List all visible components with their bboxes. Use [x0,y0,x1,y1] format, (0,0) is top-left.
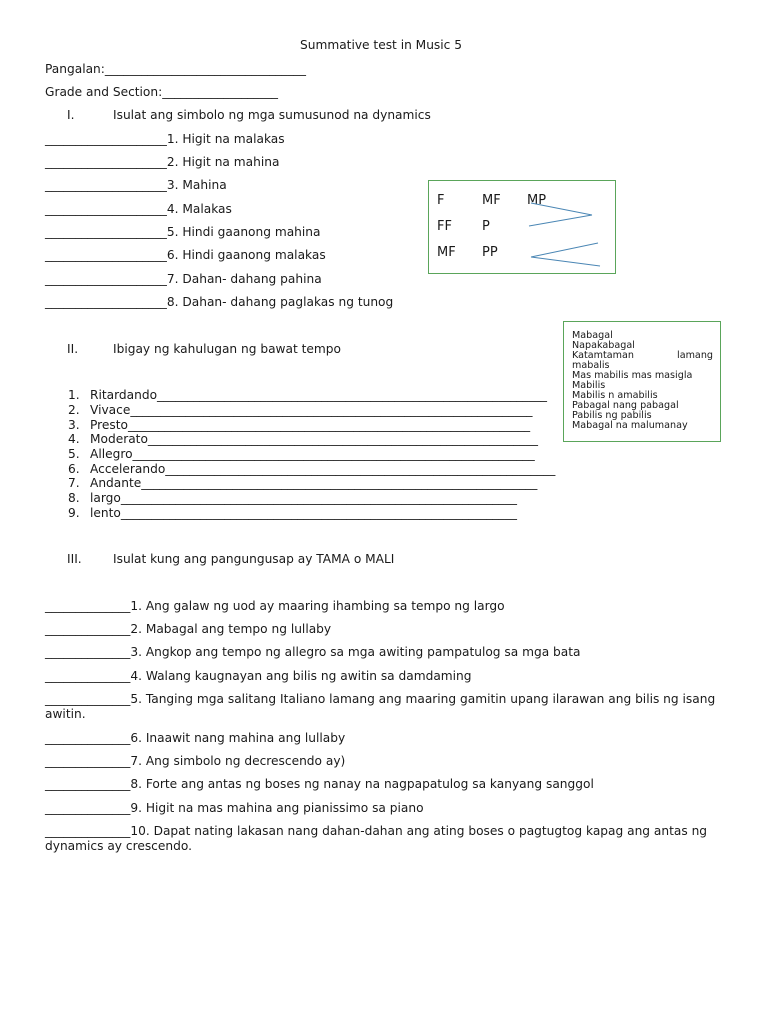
tama-mali-item: ______________7. Ang simbolo ng decrescendo ay) [45,754,346,768]
name-field-label: Pangalan:_________________________________ [45,62,306,76]
part1-item: ____________________1. Higit na malakas [45,132,285,146]
part3-numeral: III. [67,552,82,566]
part1-item: ____________________8. Dahan- dahang paglakas ng tunog [45,295,394,309]
tempo-choice: mabalis [572,360,610,371]
part1-item: ____________________5. Hindi gaanong mahina [45,225,321,239]
tempo-choice: Pabilis ng pabilis [572,410,652,421]
document-title: Summative test in Music 5 [300,38,462,52]
tama-mali-item: ______________2. Mabagal ang tempo ng lullaby [45,622,332,636]
tempo-item: Andante_________________________________________________________________ [90,476,538,490]
crescendo-icon [531,243,600,266]
tempo-item: Allegro__________________________________________________________________ [90,447,535,461]
tama-mali-item: ______________3. Angkop ang tempo ng allegro sa mga awiting pampatulog sa mga bata [45,645,581,659]
part1-item: ____________________2. Higit na mahina [45,155,280,169]
decrescendo-icon [529,203,592,226]
part1-item: ____________________7. Dahan- dahang pahina [45,272,322,286]
tama-mali-item: ______________9. Higit na mas mahina ang pianissimo sa piano [45,801,424,815]
tama-mali-item: ______________1. Ang galaw ng uod ay maaring ihambing sa tempo ng largo [45,599,505,613]
tama-mali-item: ______________4. Walang kaugnayan ang bilis ng awitin sa damdaming [45,669,472,683]
tempo-choice: Mabilis [572,380,606,391]
part2-numeral: II. [67,342,79,356]
tempo-item: Presto__________________________________________________________________ [90,418,531,432]
part1-instruction: Isulat ang simbolo ng mga sumusunod na dynamics [113,108,431,122]
tempo-item-number: 8. [68,491,80,505]
tama-mali-item: ______________10. Dapat nating lakasan nang dahan-dahan ang ating boses o pagtugtog kapag ang antas ng dynamics ay crescendo. [45,824,708,853]
symbol-mf-2: MF [437,245,456,260]
tempo-item: largo_________________________________________________________________ [90,491,517,505]
tempo-item-number: 9. [68,506,80,520]
tempo-item-number: 3. [68,418,80,432]
part1-numeral: I. [67,108,75,122]
tempo-item: Ritardando________________________________________________________________ [90,388,548,402]
grade-section-field-label: Grade and Section:___________________ [45,85,279,99]
tama-mali-item: ______________5. Tanging mga salitang Italiano lamang ang maaring gamitin upang ilarawan ang bilis ng isang awitin. [45,692,716,721]
symbol-f: F [437,193,445,208]
tempo-item-number: 6. [68,462,80,476]
tempo-item: Moderato________________________________________________________________ [90,432,538,446]
symbol-ff: FF [437,219,452,234]
tempo-item-number: 5. [68,447,80,461]
tempo-choice: Mabagal na malumanay [572,420,688,431]
tama-mali-item: ______________6. Inaawit nang mahina ang lullaby [45,731,346,745]
tempo-item-number: 7. [68,476,80,490]
tempo-item: lento_________________________________________________________________ [90,506,517,520]
symbol-pp: PP [482,245,498,260]
tempo-choice: Mas mabilis mas masigla [572,370,693,381]
part1-item: ____________________6. Hindi gaanong malakas [45,248,326,262]
tempo-item: Vivace__________________________________________________________________ [90,403,533,417]
tempo-choice: Napakabagal [572,340,635,351]
tempo-choice-part: Katamtaman [572,350,634,361]
tempo-item-number: 4. [68,432,80,446]
symbol-mf: MF [482,193,501,208]
tempo-choice: Mabilis n amabilis [572,390,658,401]
tempo-choice: Mabagal [572,330,613,341]
symbol-p: P [482,219,490,234]
part3-instruction: Isulat kung ang pangungusap ay TAMA o MALI [113,552,395,566]
tempo-choice-part: lamang [677,350,713,361]
symbol-mp: MP [527,193,547,208]
tempo-choice: Pabagal nang pabagal [572,400,679,411]
tama-mali-item: ______________8. Forte ang antas ng boses ng nanay na nagpapatulog sa kanyang sanggol [45,777,594,791]
part1-item: ____________________4. Malakas [45,202,232,216]
part2-instruction: Ibigay ng kahulugan ng bawat tempo [113,342,341,356]
tempo-item-number: 1. [68,388,80,402]
part1-item: ____________________3. Mahina [45,178,227,192]
tempo-item: Accelerando________________________________________________________________ [90,462,556,476]
tempo-item-number: 2. [68,403,80,417]
